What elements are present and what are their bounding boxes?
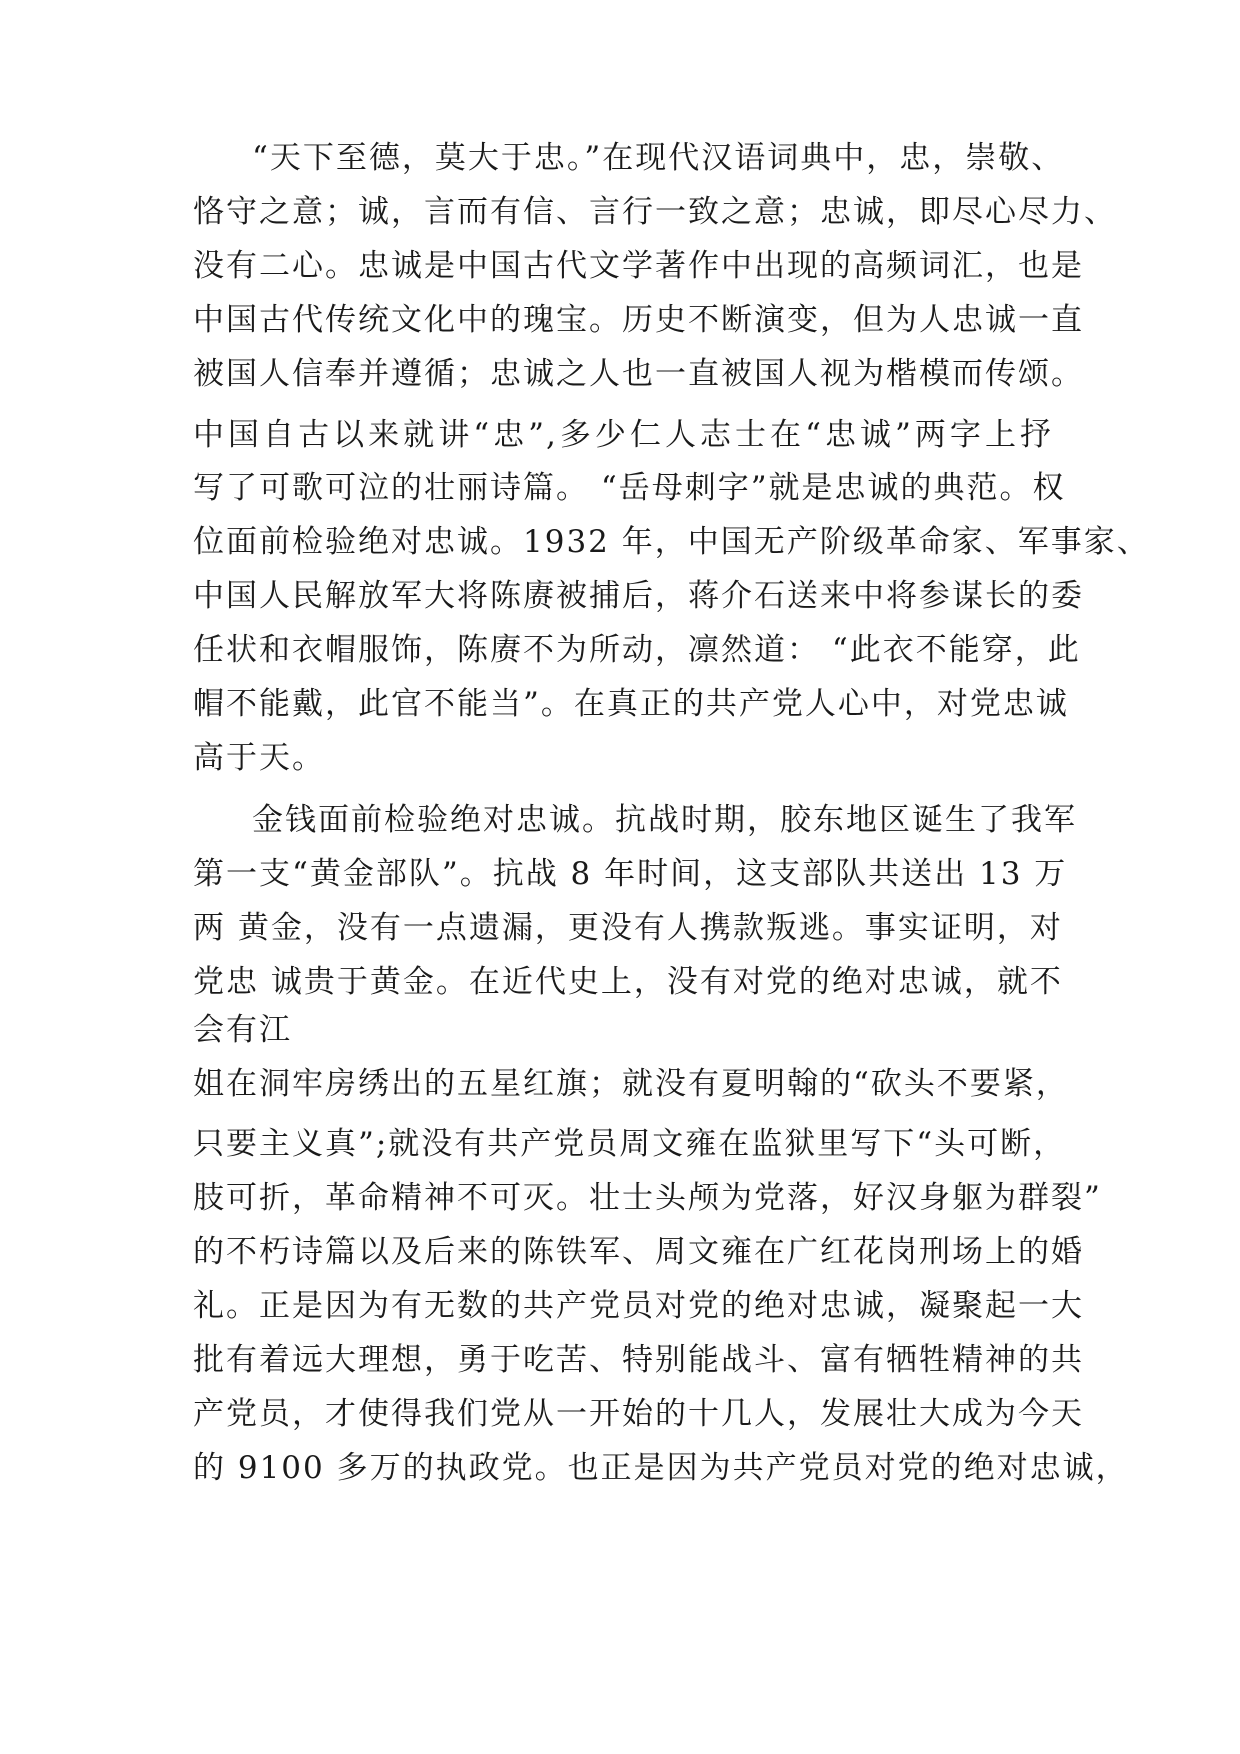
paragraph-4-line-7: 产党员，才使得我们党从一开始的十几人，发展壮大成为今天	[193, 1396, 1084, 1432]
paragraph-4-line-5: 礼。正是因为有无数的共产党员对党的绝对忠诚，凝聚起一大	[193, 1288, 1084, 1324]
paragraph-4-line-4: 的不朽诗篇以及后来的陈铁军、周文雍在广红花岗刑场上的婚	[193, 1234, 1084, 1270]
paragraph-2-line-1: 中国自古以来就讲“忠”,多少仁人志士在“忠诚”两字上抒	[193, 417, 1053, 453]
paragraph-4-line-6: 批有着远大理想，勇于吃苦、特别能战斗、富有牺牲精神的共	[193, 1342, 1084, 1378]
paragraph-2-line-4: 中国人民解放军大将陈赓被捕后，蒋介石送来中将参谋长的委	[193, 578, 1084, 614]
paragraph-4-line-2: 只要主义真”;就没有共产党员周文雍在监狱里写下“头可断，	[193, 1126, 1067, 1162]
paragraph-1-line-5: 被国人信奉并遵循；忠诚之人也一直被国人视为楷模而传颂。	[193, 356, 1084, 392]
paragraph-4-line-3: 肢可折，革命精神不可灭。壮士头颅为党落，好汉身躯为群裂”	[193, 1180, 1102, 1216]
paragraph-3-line-5: 会有江	[193, 1012, 292, 1048]
paragraph-3-line-1: 金钱面前检验绝对忠诚。抗战时期，胶东地区诞生了我军	[252, 802, 1077, 838]
paragraph-1-line-3: 没有二心。忠诚是中国古代文学著作中出现的高频词汇，也是	[193, 248, 1084, 284]
paragraph-2-line-3: 位面前检验绝对忠诚。1932 年，中国无产阶级革命家、军事家、	[193, 524, 1150, 560]
paragraph-2-line-5: 任状和衣帽服饰，陈赓不为所动，凛然道： “此衣不能穿，此	[193, 632, 1081, 668]
paragraph-1-line-4: 中国古代传统文化中的瑰宝。历史不断演变，但为人忠诚一直	[193, 302, 1084, 338]
paragraph-2-line-2: 写了可歌可泣的壮丽诗篇。 “岳母刺字”就是忠诚的典范。权	[193, 470, 1066, 506]
paragraph-4-line-8: 的 9100 多万的执政党。也正是因为共产党员对党的绝对忠诚，	[193, 1450, 1129, 1486]
paragraph-3-line-2: 第一支“黄金部队”。抗战 8 年时间，这支部队共送出 13 万	[193, 856, 1068, 892]
paragraph-3-line-3: 两 黄金，没有一点遗漏，更没有人携款叛逃。事实证明，对	[193, 910, 1063, 946]
paragraph-3-line-4: 党忠 诚贵于黄金。在近代史上，没有对党的绝对忠诚，就不	[193, 964, 1063, 1000]
paragraph-4-line-1: 姐在洞牢房绣出的五星红旗；就没有夏明翰的“砍头不要紧，	[193, 1066, 1069, 1102]
paragraph-1-line-2: 恪守之意；诚，言而有信、言行一致之意；忠诚，即尽心尽力、	[193, 194, 1117, 230]
paragraph-2-line-6: 帽不能戴，此官不能当”。在真正的共产党人心中，对党忠诚	[193, 686, 1069, 722]
paragraph-2-line-7: 高于天。	[193, 740, 325, 776]
paragraph-1-line-1: “天下至德，莫大于忠。”在现代汉语词典中，忠，崇敬、	[252, 140, 1065, 176]
